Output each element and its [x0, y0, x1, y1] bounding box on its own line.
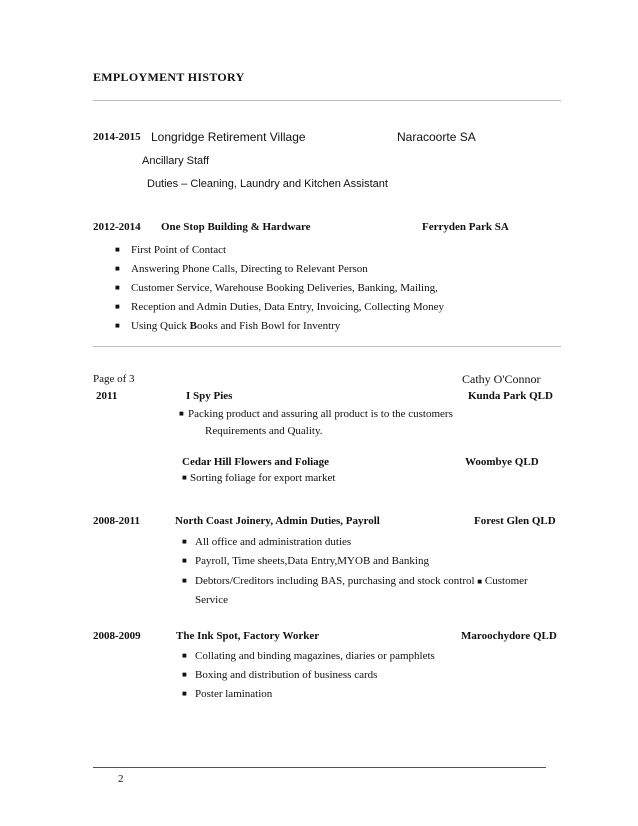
list-item: Sorting foliage for export market: [190, 472, 336, 484]
job-location: Maroochydore QLD: [461, 630, 557, 642]
list-item: Payroll, Time sheets,Data Entry,MYOB and Banking: [195, 555, 429, 567]
job-employer: North Coast Joinery, Admin Duties, Payroll: [175, 515, 380, 527]
bullet-icon: ■: [182, 473, 187, 482]
bullet-icon: ■: [179, 409, 184, 418]
page-count: Page of 3: [93, 373, 135, 385]
job-employer: Cedar Hill Flowers and Foliage: [182, 456, 330, 468]
section-divider: [93, 100, 561, 101]
list-item: Answering Phone Calls, Directing to Relevant Person: [131, 263, 368, 275]
list-item: Collating and binding magazines, diaries or pamphlets: [195, 650, 435, 662]
job-location: Kunda Park QLD: [468, 390, 553, 402]
job-years: 2008-2011: [93, 515, 141, 527]
job-location: Forest Glen QLD: [474, 515, 556, 527]
list-item: Debtors/Creditors including BAS, purchasing and stock control ■ Customer: [195, 575, 528, 587]
bullet-icon: ■: [182, 689, 187, 698]
bullet-icon: ■: [115, 283, 120, 292]
section-title: EMPLOYMENT HISTORY: [93, 70, 245, 84]
page-number: 2: [118, 773, 124, 785]
job-duties: Duties – Cleaning, Laundry and Kitchen Assistant: [147, 178, 388, 190]
list-item: Customer Service, Warehouse Booking Deliveries, Banking, Mailing,: [131, 282, 438, 294]
job-years: 2014-2015: [93, 131, 141, 143]
bullet-icon: ■: [182, 651, 187, 660]
bullet-icon: ■: [477, 577, 483, 586]
bullet-icon: ■: [182, 556, 187, 565]
list-item: Boxing and distribution of business cards: [195, 669, 378, 681]
footer-divider: [93, 767, 546, 768]
job-location: Woombye QLD: [465, 456, 539, 468]
job-position: Ancillary Staff: [142, 155, 210, 167]
bullet-icon: ■: [115, 264, 120, 273]
job-years: 2011: [96, 390, 118, 402]
job-years: 2012-2014: [93, 221, 141, 233]
bullet-icon: ■: [182, 670, 187, 679]
job-location: Naracoorte SA: [397, 130, 476, 144]
bullet-icon: ■: [115, 302, 120, 311]
author-name: Cathy O'Connor: [462, 372, 541, 386]
bullet-icon: ■: [115, 321, 120, 330]
job-employer: Longridge Retirement Village: [151, 130, 306, 144]
bullet-icon: ■: [115, 245, 120, 254]
job-location: Ferryden Park SA: [422, 221, 509, 233]
list-item: Using Quick Books and Fish Bowl for Inventry: [131, 320, 341, 332]
list-item-continuation: Service: [195, 594, 228, 606]
job-employer: One Stop Building & Hardware: [161, 221, 311, 233]
list-item: Packing product and assuring all product is to the customers: [188, 408, 453, 420]
job-employer: The Ink Spot, Factory Worker: [176, 630, 320, 642]
job-employer: I Spy Pies: [186, 390, 233, 402]
list-item: Poster lamination: [195, 688, 273, 700]
bullet-icon: ■: [182, 576, 187, 585]
list-item-continuation: Requirements and Quality.: [205, 425, 323, 437]
list-item: All office and administration duties: [195, 536, 352, 548]
list-item: First Point of Contact: [131, 244, 227, 256]
job-years: 2008-2009: [93, 630, 141, 642]
bullet-icon: ■: [182, 537, 187, 546]
list-item: Reception and Admin Duties, Data Entry, Invoicing, Collecting Money: [131, 301, 445, 313]
page-break-divider: [93, 346, 561, 347]
